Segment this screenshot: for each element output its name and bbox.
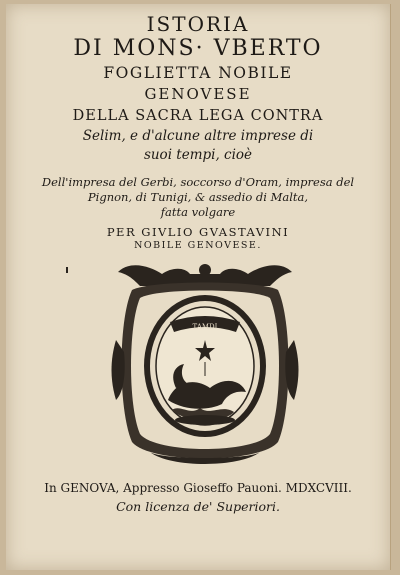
title-line-4: GENOVESE (144, 85, 252, 103)
subtitle-line-3: fatta volgare (160, 205, 236, 219)
title-page (6, 4, 391, 570)
title-line-1: ISTORIA (146, 12, 250, 36)
translator-line-1: PER GIVLIO GVASTAVINI (106, 225, 290, 239)
ink-mark (66, 267, 68, 273)
title-line-6: Selim, e d'alcune altre imprese di (82, 128, 314, 144)
subtitle-line-2: Pignon, di Tunigi, & assedio di Malta, (87, 190, 309, 204)
translator-line-2: NOBILE GENOVESE. (134, 240, 262, 251)
title-line-3: FOGLIETTA NOBILE (103, 64, 293, 82)
title-line-5: DELLA SACRA LEGA CONTRA (72, 108, 324, 124)
title-line-2: DI MONS· VBERTO (73, 36, 323, 61)
title-line-7: suoi tempi, cioè (143, 147, 253, 163)
subtitle-line-1: Dell'impresa del Gerbi, soccorso d'Oram, impresa del (41, 175, 355, 189)
imprint-line-1: In GENOVA, Appresso Gioseffo Pauoni. MDXCVIII. (44, 481, 352, 495)
emblem-motto: TAMDI (192, 323, 218, 331)
imprint-line-2: Con licenza de' Superiori. (116, 499, 280, 514)
printer-device-phoenix-icon (110, 260, 300, 470)
